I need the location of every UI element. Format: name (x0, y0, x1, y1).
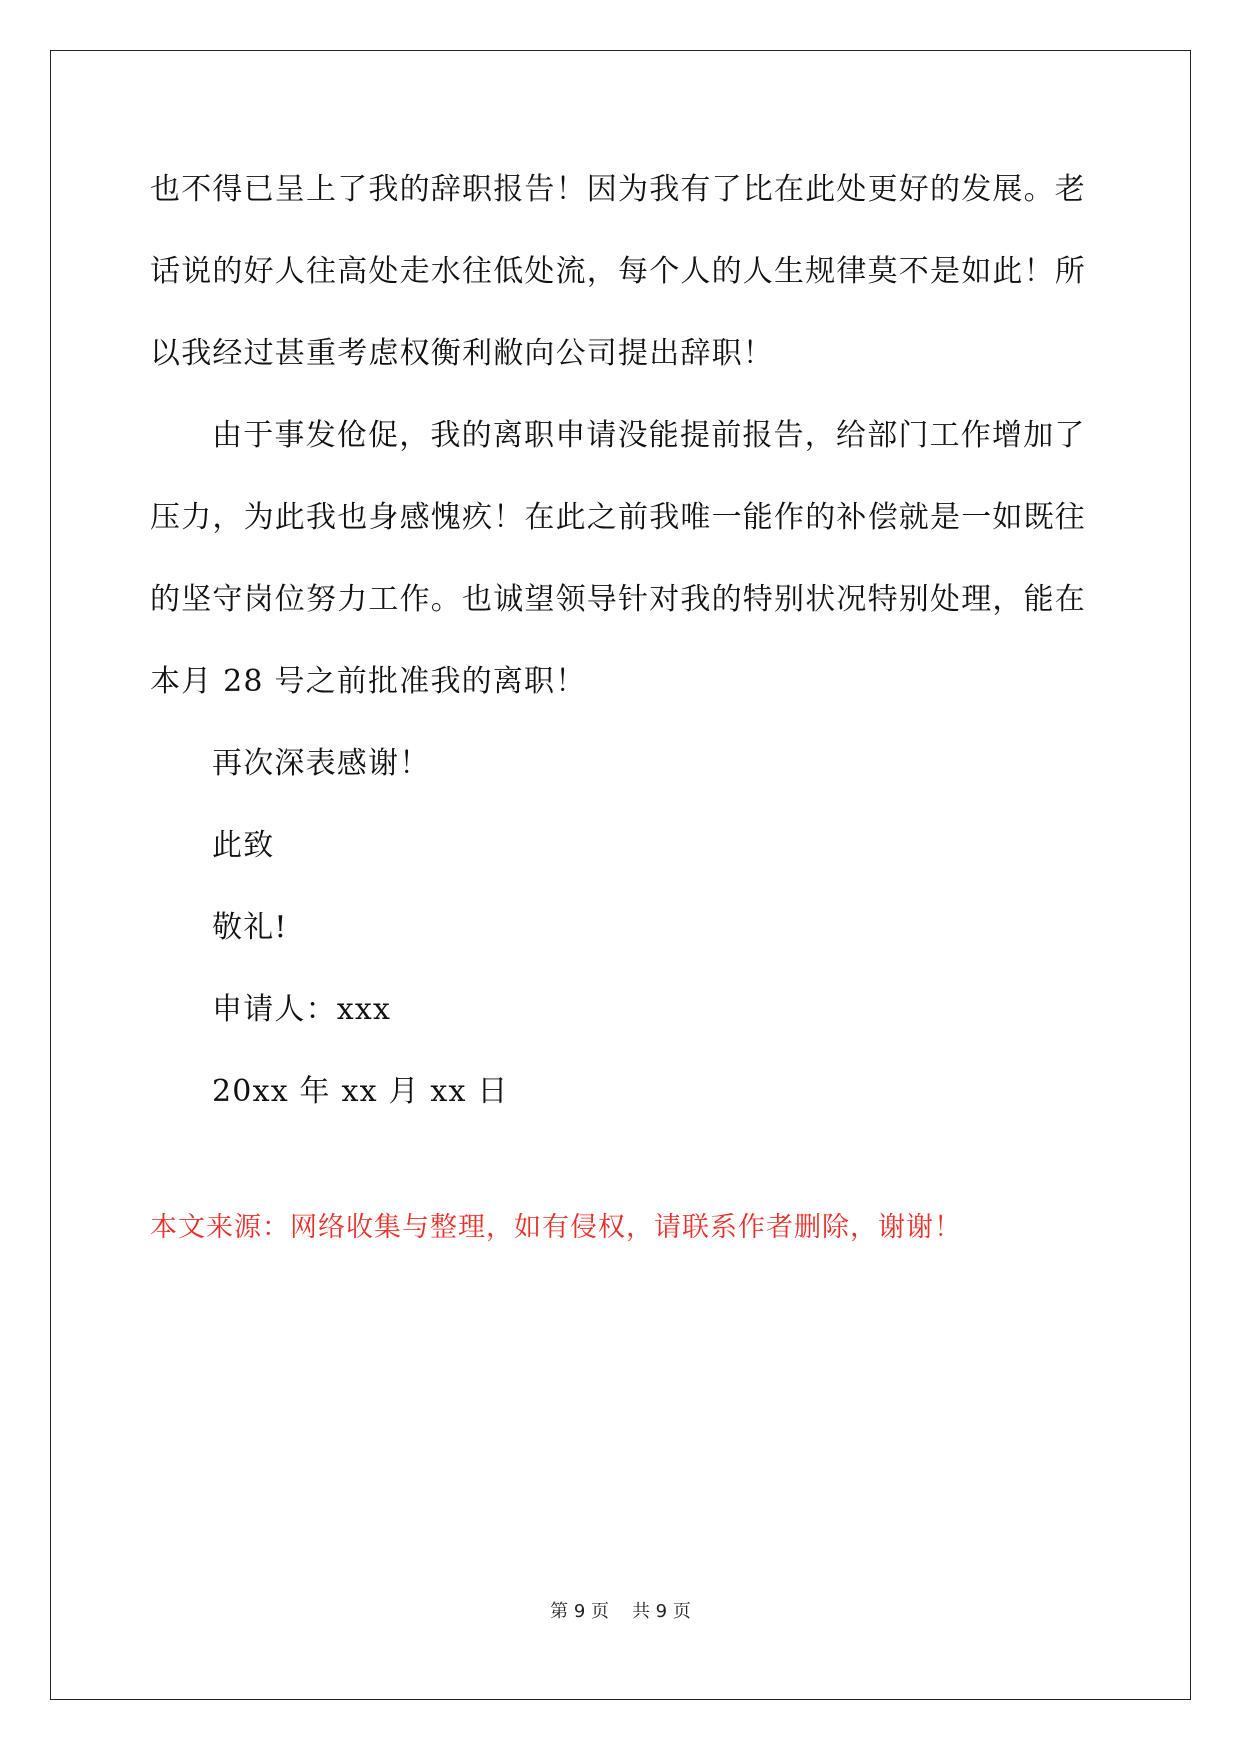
page-number-footer: 第 9 页 共 9 页 (550, 1601, 691, 1622)
paragraph-2-line-1: 由于事发伧促，我的离职申请没能提前报告，给部门工作增加了 (212, 418, 1086, 453)
thanks-line: 再次深表感谢！ (212, 746, 431, 781)
date-line: 20xx 年 xx 月 xx 日 (212, 1074, 509, 1109)
paragraph-1-line-2: 话说的好人往高处走水往低处流，每个人的人生规律莫不是如此！所 (150, 254, 1086, 289)
paragraph-2-line-2: 压力，为此我也身感愧疚！在此之前我唯一能作的补偿就是一如既往 (150, 500, 1086, 535)
paragraph-2-line-4: 本月 28 号之前批准我的离职！ (150, 664, 587, 699)
closing-regards: 敬礼! (212, 910, 288, 945)
paragraph-1-line-3: 以我经过甚重考虑权衡利敝向公司提出辞职！ (150, 336, 774, 371)
page-frame (50, 50, 1191, 1700)
paragraph-1-line-1: 也不得已呈上了我的辞职报告！因为我有了比在此处更好的发展。老 (150, 172, 1086, 207)
source-disclaimer: 本文来源：网络收集与整理，如有侵权，请联系作者删除，谢谢！ (150, 1212, 962, 1243)
paragraph-2-line-3: 的坚守岗位努力工作。也诚望领导针对我的特别状况特别处理，能在 (150, 582, 1086, 617)
closing-salutation: 此致 (212, 828, 275, 863)
applicant-line: 申请人：xxx (212, 992, 392, 1027)
